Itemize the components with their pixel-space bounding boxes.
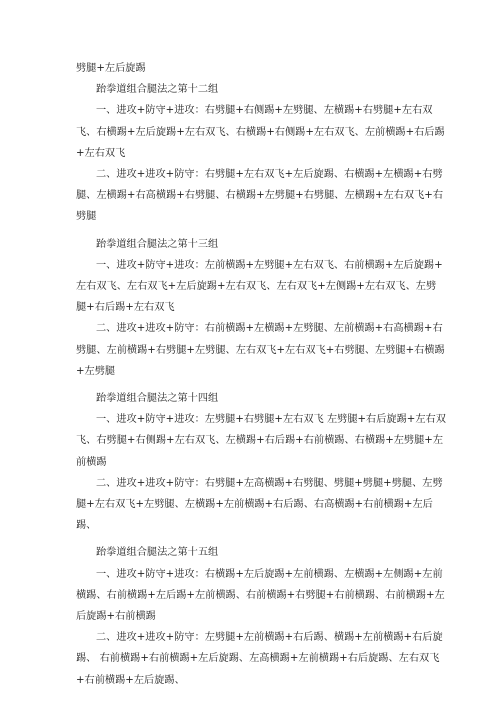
section-heading: 跆拳道组合腿法之第十四组 bbox=[96, 393, 219, 405]
paragraph bbox=[76, 409, 446, 473]
paragraph-line: 二、进攻+进攻+防守：左劈腿+左前横踢+右后踢、横踢+左前横踢+右后旋 bbox=[96, 632, 443, 644]
paragraph-line: 劈腿 bbox=[76, 211, 97, 223]
paragraph-line: 一、进攻+防守+进攻：左前横踢+左劈腿+左右双飞、右前横踢+左后旋踢+ bbox=[96, 259, 443, 271]
paragraph bbox=[76, 255, 443, 319]
paragraph-line: 后旋踢+右前横踢 bbox=[76, 611, 156, 623]
paragraph-line: 腿、左横踢+右高横踢+右劈腿、右横踢+左劈腿+右劈腿、左横踢+左右双飞+右 bbox=[76, 190, 444, 202]
paragraph bbox=[76, 627, 443, 691]
paragraph-line: 踢、 bbox=[76, 520, 97, 532]
paragraph-line: 左右双飞、左右双飞+左后旋踢+左右双飞、左右双飞+左侧踢+左右双飞、左劈 bbox=[76, 281, 437, 293]
paragraph-line: 腿+右后踢+左右双飞 bbox=[76, 302, 175, 314]
paragraph-line: 飞、右劈腿+右侧踢+左右双飞、左横踢+右后踢+右前横踢、右横踢+左劈腿+左 bbox=[76, 435, 444, 447]
section-heading: 跆拳道组合腿法之第十二组 bbox=[96, 84, 219, 96]
section-heading: 跆拳道组合腿法之第十三组 bbox=[96, 238, 219, 250]
paragraph-line: 横踢、右前横踢+左后踢+左前横踢、右前横踢+右劈腿+右前横踢、右前横踢+左 bbox=[76, 589, 445, 601]
paragraph-line: 劈腿、左前横踢+右劈腿+左劈腿、左右双飞+左右双飞+右劈腿、左劈腿+右横踢 bbox=[76, 344, 445, 356]
intro-line: 劈腿+左后旋踢 bbox=[76, 63, 146, 74]
paragraph-line: 飞、右横踢+左后旋踢+左右双飞、右横踢+右侧踢+左右双飞、左前横踢+右后踢 bbox=[76, 126, 445, 138]
document-body bbox=[76, 58, 446, 691]
paragraph-line: 一、进攻+防守+进攻：左劈腿+右劈腿+左右双飞 左劈腿+右后旋踢+左右双 bbox=[96, 414, 446, 426]
paragraph-line: +右前横踢+左后旋踢、 bbox=[76, 674, 185, 686]
paragraph-line: 腿+左右双飞+左劈腿、左横踢+左前横踢+右后踢、右高横踢+右前横踢+左后 bbox=[76, 499, 433, 511]
paragraph bbox=[76, 564, 445, 628]
paragraph-line: 二、进攻+进攻+防守：右前横踢+左横踢+左劈腿、左前横踢+右高横踢+右 bbox=[96, 323, 443, 335]
paragraph-line: 前横踢 bbox=[76, 456, 107, 468]
paragraph-line: +左右双飞 bbox=[76, 147, 126, 159]
paragraph-line: 踢、 右前横踢+右前横踢+左后旋踢、左高横踢+左前横踢+右后旋踢、左右双飞 bbox=[76, 653, 440, 665]
paragraph-line: 一、进攻+防守+进攻：右横踢+左后旋踢+左前横踢、左横踢+左侧踢+左前 bbox=[96, 568, 443, 580]
paragraph bbox=[76, 318, 445, 382]
section-heading: 跆拳道组合腿法之第十五组 bbox=[96, 547, 219, 559]
paragraph-line: 二、进攻+进攻+防守：右劈腿+左高横踢+右劈腿、劈腿+劈腿+劈腿、左劈 bbox=[96, 477, 443, 489]
paragraph-line: 一、进攻+防守+进攻：右劈腿+右侧踢+左劈腿、左横踢+右劈腿+左右双 bbox=[96, 105, 433, 117]
paragraph bbox=[76, 473, 443, 537]
paragraph-line: +左劈腿 bbox=[76, 365, 116, 377]
paragraph bbox=[76, 164, 444, 228]
paragraph bbox=[76, 100, 445, 164]
paragraph-line: 二、进攻+进攻+防守：右劈腿+左右双飞+左后旋踢、右横踢+左横踢+右劈 bbox=[96, 169, 443, 181]
